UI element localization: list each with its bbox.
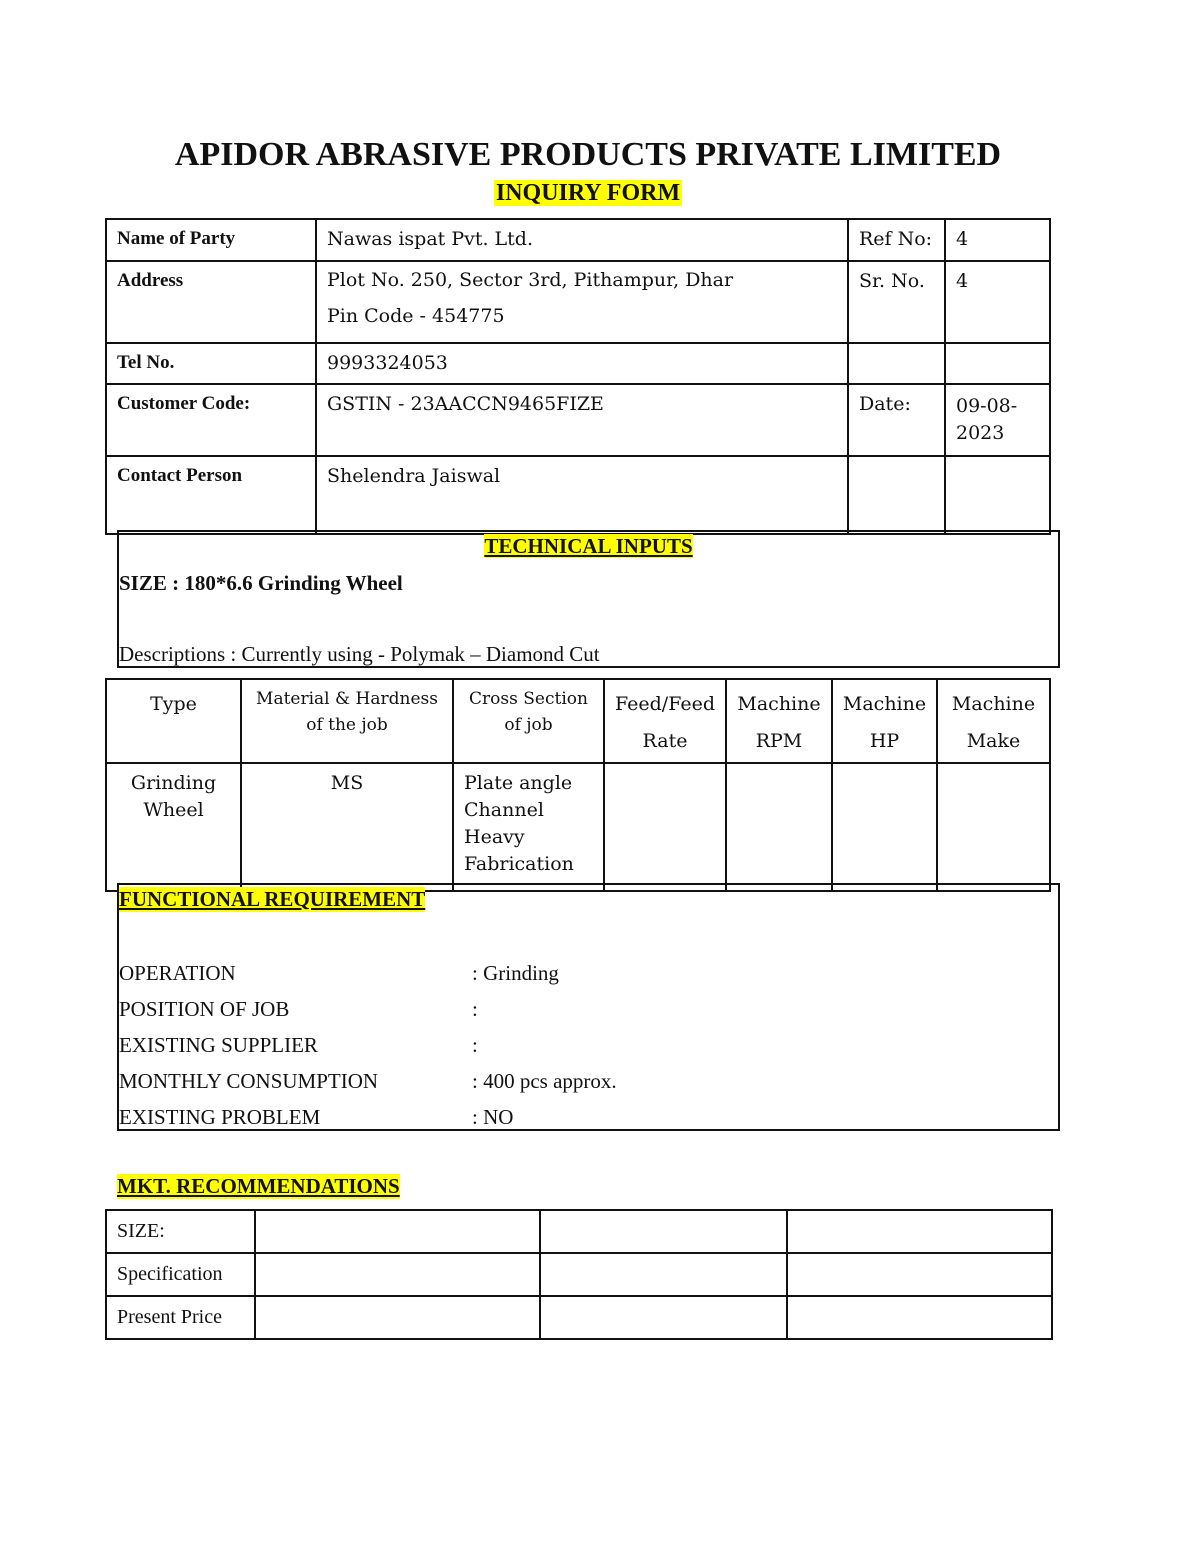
mkt-row [106,1296,1052,1339]
job-spec-table [105,678,1051,892]
functional-row [119,997,289,1022]
technical-size: SIZE : 180*6.6 Grinding Wheel [119,571,403,595]
customer-code-label: Customer Code: [106,384,316,456]
contact-person-label: Contact Person [106,456,316,534]
cell-type-line-1: Grinding [130,772,217,794]
functional-row-label: OPERATION [119,961,236,985]
technical-inputs-section [117,530,1060,668]
cell-machine-make [937,763,1050,891]
sr-no-label: Sr. No. [848,261,945,343]
functional-row-value: : [472,1033,478,1057]
cell-machine-hp [832,763,937,891]
cell-cross-section [453,763,604,891]
technical-inputs-heading-text: TECHNICAL INPUTS [484,534,693,558]
address-value [316,261,848,343]
empty-cell [787,1253,1052,1296]
functional-row-label: EXISTING SUPPLIER [119,1033,318,1057]
header-make-line-1: Machine [951,693,1036,715]
empty-cell [540,1296,787,1339]
header-feed-rate [604,679,726,763]
header-make-line-2: Make [966,730,1021,752]
header-machine-hp [832,679,937,763]
empty-cell [787,1210,1052,1253]
cell-machine-rpm [726,763,832,891]
functional-requirement-section [117,883,1060,1131]
cell-cross-line-4: Fabrication [464,853,574,875]
functional-row-value: : Grinding [472,961,559,985]
empty-cell [945,456,1050,534]
empty-cell [540,1253,787,1296]
tel-no-value: 9993324053 [316,343,848,384]
header-rpm-line-1: Machine [737,693,821,715]
functional-row-label: EXISTING PROBLEM [119,1105,321,1129]
tel-no-label: Tel No. [106,343,316,384]
sr-no-value: 4 [945,261,1050,343]
functional-requirement-heading: FUNCTIONAL REQUIREMENT [119,887,426,911]
cell-feed-rate [604,763,726,891]
header-hp-line-1: Machine [842,693,927,715]
header-material [241,679,453,763]
spec-header-row [106,679,1050,763]
empty-cell [848,343,945,384]
empty-cell [787,1296,1052,1339]
date-value-line-2: 2023 [956,422,1005,444]
address-line-1: Plot No. 250, Sector 3rd, Pithampur, Dhar [327,269,734,291]
functional-row-label: MONTHLY CONSUMPTION [119,1069,379,1093]
customer-code-value: GSTIN - 23AACCN9465FIZE [316,384,848,456]
party-details-table [105,218,1051,535]
cell-material: MS [241,763,453,891]
address-label: Address [106,261,316,343]
mkt-recommendations-table [105,1209,1053,1340]
name-of-party-value: Nawas ispat Pvt. Ltd. [316,219,848,261]
functional-row-value: : NO [472,1105,514,1129]
header-feed-line-1: Feed/Feed [615,693,715,715]
party-row-customer-code [106,384,1050,456]
header-machine-make [937,679,1050,763]
header-type [106,679,241,763]
empty-cell [945,343,1050,384]
functional-row [119,1033,318,1058]
technical-inputs-heading [119,534,1058,559]
functional-row [119,1105,320,1130]
ref-no-label: Ref No: [848,219,945,261]
mkt-row-label: SIZE: [106,1210,255,1253]
mkt-row [106,1253,1052,1296]
date-value-line-1: 09-08- [956,395,1018,417]
contact-person-value: Shelendra Jaiswal [316,456,848,534]
cell-cross-line-3: Heavy [464,826,525,848]
functional-row [119,961,236,986]
party-row-tel [106,343,1050,384]
functional-row-value: : [472,997,478,1021]
header-machine-rpm [726,679,832,763]
header-material-line-2: of the job [306,715,388,735]
cell-cross-line-1: Plate angle [464,772,573,794]
company-name: APIDOR ABRASIVE PRODUCTS PRIVATE LIMITED [174,136,1002,173]
empty-cell [255,1210,540,1253]
functional-row-label: POSITION OF JOB [119,997,290,1021]
date-value [945,384,1050,456]
form-title [0,180,1176,207]
header-cross-section [453,679,604,763]
cell-type-line-2: Wheel [143,799,204,821]
name-of-party-label: Name of Party [106,219,316,261]
party-row-name [106,219,1050,261]
mkt-row-label: Present Price [106,1296,255,1339]
mkt-row [106,1210,1052,1253]
header-cross-line-2: of job [504,715,553,735]
empty-cell [540,1210,787,1253]
technical-description: Descriptions : Currently using - Polymak – Diamond Cut [119,642,600,666]
form-title-text: INQUIRY FORM [495,180,681,206]
mkt-row-label: Specification [106,1253,255,1296]
empty-cell [848,456,945,534]
header-rpm-line-2: RPM [755,730,803,752]
cell-type [106,763,241,891]
mkt-recommendations-heading: MKT. RECOMMENDATIONS [117,1174,400,1198]
header-material-line-1: Material & Hardness [256,689,438,709]
functional-row-value: : 400 pcs approx. [472,1069,617,1093]
spec-data-row [106,763,1050,891]
empty-cell [255,1296,540,1339]
ref-no-value: 4 [945,219,1050,261]
header-type-text: Type [150,693,197,715]
party-row-contact [106,456,1050,534]
functional-row [119,1069,378,1094]
date-label: Date: [848,384,945,456]
address-line-2: Pin Code - 454775 [327,305,505,327]
header-hp-line-2: HP [869,730,900,752]
party-row-address [106,261,1050,343]
header-feed-line-2: Rate [642,730,688,752]
cell-cross-line-2: Channel [464,799,544,821]
empty-cell [255,1253,540,1296]
header-cross-line-1: Cross Section [469,689,588,709]
